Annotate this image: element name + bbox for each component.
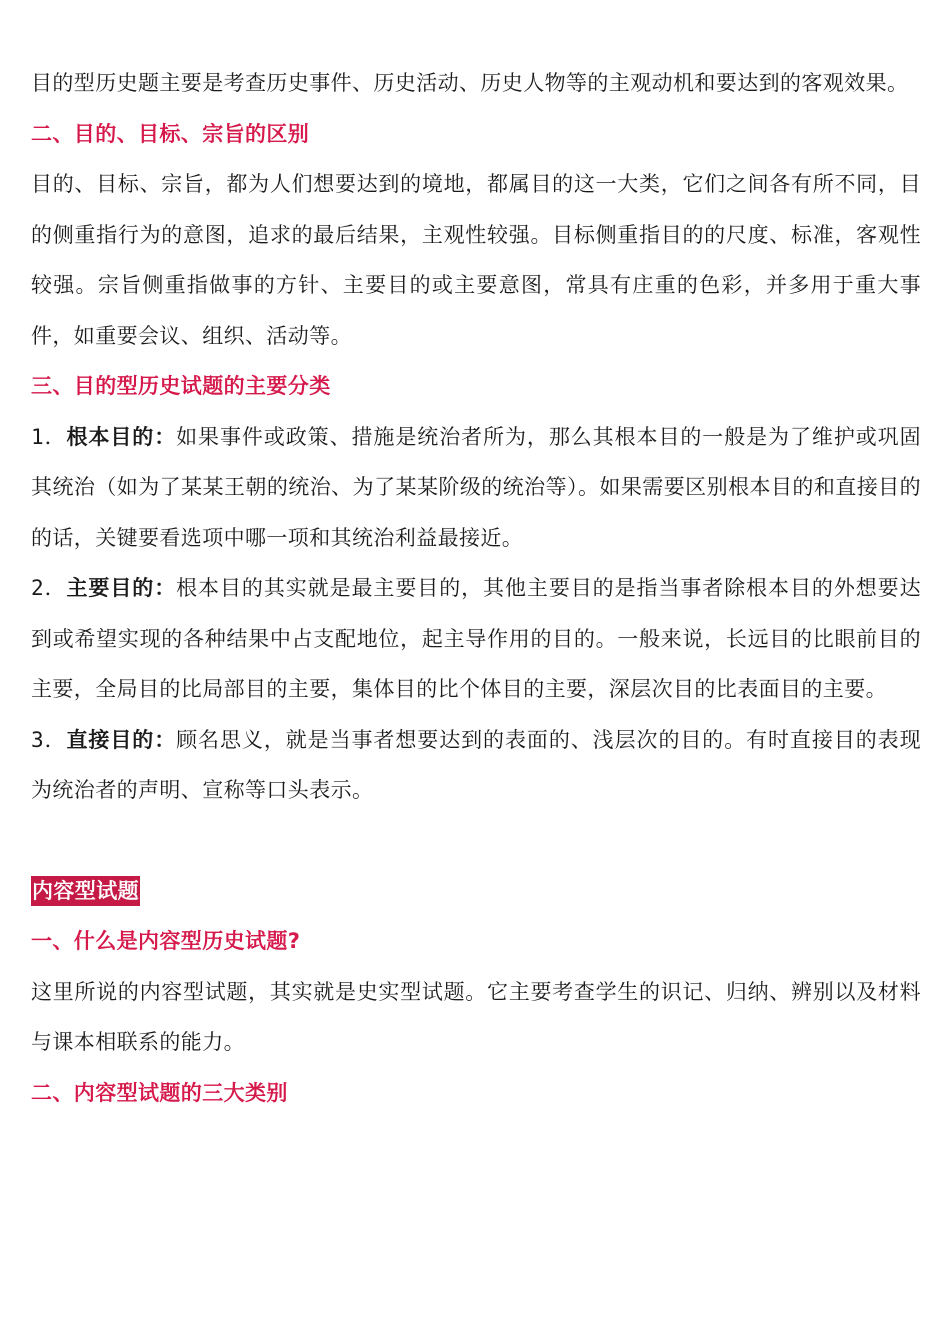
item-text: 根本目的其实就是最主要目的，其他主要目的是指当事者除根本目的外想要达到或希望实现的各种结果中占支配地位，起主导作用的目的。一般来说，长远目的比眼前目的主要，全局目的比局部目的主要，集体目的比个体目的主要，深层次目的比表面目的主要。 [31,576,921,701]
content-definition-paragraph: 这里所说的内容型试题，其实就是史实型试题。它主要考查学生的识记、归纳、辨别以及材料与课本相联系的能力。 [31,979,921,1054]
section-spacer [31,816,921,866]
item-text: 顾名思义，就是当事者想要达到的表面的、浅层次的目的。有时直接目的表现为统治者的声明、宣称等口头表示。 [31,727,921,802]
category-item-main [31,563,921,715]
item-number: 3． [31,727,67,752]
content-type-tag-line [31,866,921,917]
item-term: 直接目的： [66,727,177,752]
document-page [31,58,921,1118]
item-text: 如果事件或政策、措施是统治者所为，那么其根本目的一般是为了维护或巩固其统治（如为了某某王朝的统治、为了某某阶级的统治等）。如果需要区别根本目的和直接目的的话，关键要看选项中哪一项和其统治利益最接近。 [31,424,921,550]
section-heading-differences: 二、目的、目标、宗旨的区别 [31,121,310,146]
category-item-fundamental [31,412,921,564]
item-number: 1． [31,424,67,449]
differences-paragraph: 目的、目标、宗旨，都为人们想要达到的境地，都属目的这一大类，它们之间各有所不同，目的侧重指行为的意图，追求的最后结果，主观性较强。目标侧重指目的的尺度、标准，客观性较强。宗旨侧重指做事的方针、主要目的或主要意图，常具有庄重的色彩，并多用于重大事件，如重要会议、组织、活动等。 [31,172,921,348]
item-term: 主要目的： [66,576,177,600]
item-number: 2． [31,576,67,600]
section-heading-what-is-content: 一、什么是内容型历史试题? [31,929,301,953]
section-heading-three-categories: 二、内容型试题的三大类别 [31,1080,288,1105]
content-type-tag: 内容型试题 [31,876,140,906]
intro-paragraph: 目的型历史题主要是考查历史事件、历史活动、历史人物等的主观动机和要达到的客观效果。 [31,71,909,95]
item-term: 根本目的： [66,424,177,449]
category-item-direct [31,715,921,816]
section-heading-categories: 三、目的型历史试题的主要分类 [31,374,331,398]
